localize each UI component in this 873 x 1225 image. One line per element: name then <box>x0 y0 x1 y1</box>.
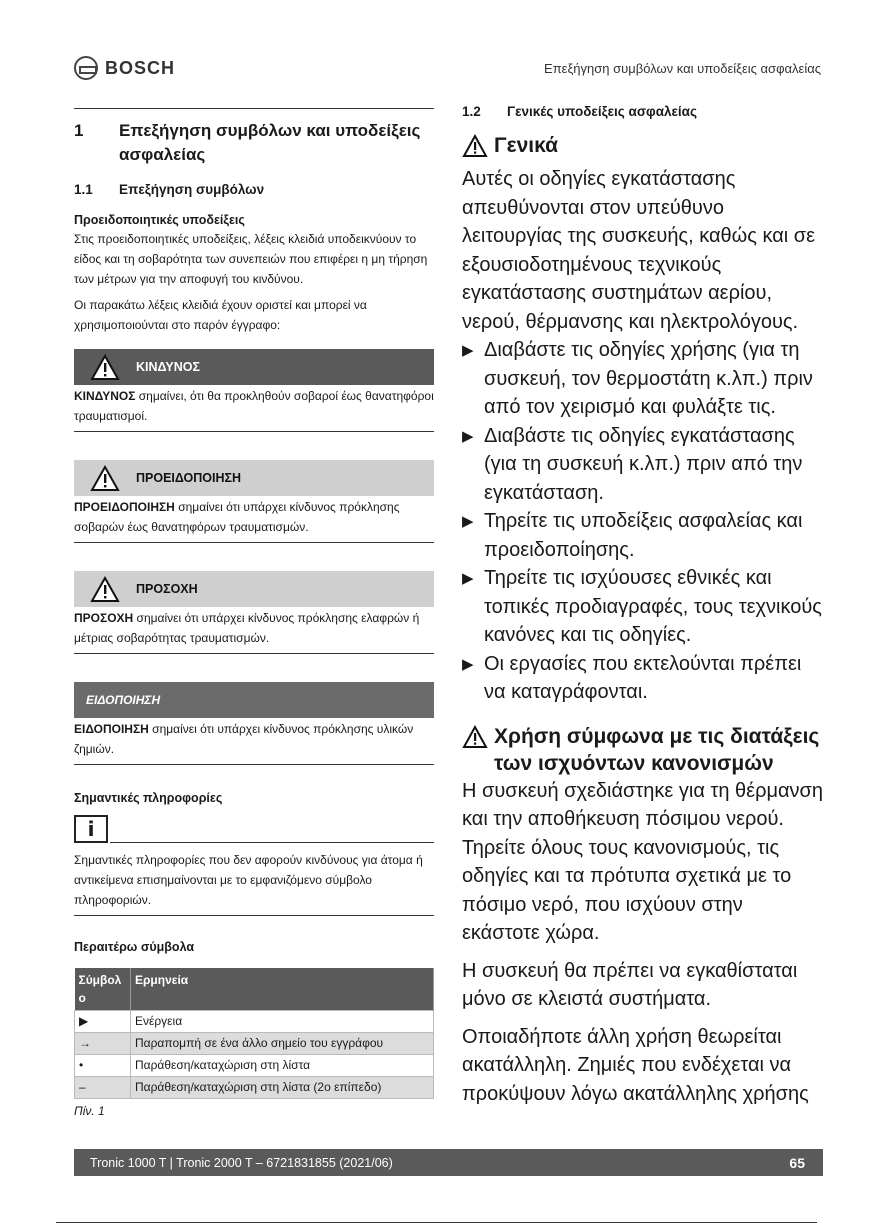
caution-label: ΠΡΟΣΟΧΗ <box>136 582 198 596</box>
action-arrow-icon: ▶ <box>462 427 474 445</box>
table-header-meaning: Ερμηνεία <box>131 968 434 1011</box>
page-number: 65 <box>789 1154 805 1171</box>
table-cell-meaning: Παράθεση/καταχώριση στη λίστα <box>131 1055 434 1077</box>
right-column <box>462 104 824 1108</box>
brand-logo <box>74 56 175 80</box>
warnings-heading: Προειδοποιητικές υποδείξεις <box>74 213 245 227</box>
bosch-armature-icon <box>74 56 98 80</box>
warning-triangle-icon <box>74 465 136 492</box>
table-row <box>75 1033 434 1055</box>
intended-use-heading: Χρήση σύμφωνα με τις διατάξεις των ισχυόντων κανονισμών <box>462 723 824 777</box>
table-cell-symbol: ▶ <box>75 1011 131 1033</box>
general-paragraph: Αυτές οι οδηγίες εγκατάστασης απευθύνονται στον υπεύθυνο λειτουργίας της συσκευής, καθώς και σε εξουσιοδοτημένους τεχνικούς εγκατάστασης συστημάτων αερίου, νερού, θέρμανσης και ηλεκτρολόγους. <box>462 168 816 333</box>
danger-text: ΚΙΝΔΥΝΟΣ σημαίνει, ότι θα προκληθούν σοβαροί έως θανατηφόροι τραυματισμοί. <box>74 385 434 432</box>
info-text: Σημαντικές πληροφορίες που δεν αφορούν κινδύνους για άτομα ή αντικείμενα επισημαίνονται με το εμφανιζόμενο σύμβολο πληροφοριών. <box>74 849 434 916</box>
table-cell-symbol: • <box>75 1055 131 1077</box>
table-cell-symbol: → <box>75 1033 131 1055</box>
list-item: ▶ Τηρείτε τις ισχύουσες εθνικές και τοπικές προδιαγραφές, τους τεχνικούς κανόνες και τις οδηγίες. <box>462 564 824 650</box>
action-arrow-icon: ▶ <box>462 655 474 673</box>
action-list <box>462 336 824 707</box>
bottom-rule <box>56 1222 817 1223</box>
intended-use-paragraph-1: Η συσκευή σχεδιάστηκε για τη θέρμανση και την αποθήκευση πόσιμου νερού. Τηρείτε όλους τους κανονισμούς, τις οδηγίες και τα πρότυπα σχετικά με το πόσιμο νερό, που ισχύουν στην εκάστοτε χώρα. <box>462 779 824 944</box>
list-item: ▶ Διαβάστε τις οδηγίες χρήσης (για τη συσκευή, τον θερμοστάτη κ.λπ.) πριν από τον χειρισμό και φυλάξτε τις. <box>462 336 824 422</box>
notice-text: ΕΙΔΟΠΟΙΗΣΗ σημαίνει ότι υπάρχει κίνδυνος πρόκλησης υλικών ζημιών. <box>74 718 434 765</box>
list-item: ▶ Διαβάστε τις οδηγίες εγκατάστασης (για τη συσκευή κ.λπ.) πριν από την εγκατάσταση. <box>462 422 824 508</box>
intro-paragraph-1: Στις προειδοποιητικές υποδείξεις, λέξεις κλειδιά υποδεικνύουν το είδος και τη σοβαρότητα των συνεπειών που επιφέρει η μη τήρηση των μέτρων για την αποφυγή του κινδύνου. <box>74 232 428 286</box>
action-arrow-icon: ▶ <box>462 570 474 587</box>
list-item: ▶ Τηρείτε τις υποδείξεις ασφαλείας και προειδοποίησης. <box>462 507 824 564</box>
running-header: Επεξήγηση συμβόλων και υποδείξεις ασφαλείας <box>544 61 821 76</box>
info-icon: i <box>74 815 108 843</box>
table-row <box>75 1011 434 1033</box>
warning-triangle-icon <box>74 354 136 381</box>
document-id: Tronic 1000 T | Tronic 2000 T – 6721831855 (2021/06) <box>90 1155 393 1170</box>
table-cell-symbol: – <box>75 1077 131 1099</box>
section-heading-1-1: 1.1 Επεξήγηση συμβόλων <box>74 182 265 197</box>
symbols-table <box>74 968 434 1099</box>
intro-paragraph-2: Οι παρακάτω λέξεις κλειδιά έχουν οριστεί και μπορεί να χρησιμοποιούνται στο παρόν έγγραφο: <box>74 298 367 332</box>
caution-bar <box>74 571 434 607</box>
caution-text: ΠΡΟΣΟΧΗ σημαίνει ότι υπάρχει κίνδυνος πρόκλησης ελαφρών ή μέτριας σοβαρότητας τραυματισμών. <box>74 607 434 654</box>
danger-bar <box>74 349 434 385</box>
table-cell-meaning: Ενέργεια <box>131 1011 434 1033</box>
table-row <box>75 1055 434 1077</box>
table-caption: Πίν. 1 <box>74 1104 105 1118</box>
table-cell-meaning: Παραπομπή σε ένα άλλο σημείο του εγγράφου <box>131 1033 434 1055</box>
page-footer <box>74 1149 823 1176</box>
table-header-symbol: Σύμβολ ο <box>75 968 131 1011</box>
more-symbols-heading: Περαιτέρω σύμβολα <box>74 940 195 954</box>
intended-use-paragraph-2: Η συσκευή θα πρέπει να εγκαθίσταται μόνο σε κλειστά συστήματα. <box>462 959 798 1010</box>
list-item: ▶ Οι εργασίες που εκτελούνται πρέπει να καταγράφονται. <box>462 650 824 707</box>
left-column <box>74 108 434 1118</box>
info-symbol-row <box>74 815 434 843</box>
warning-triangle-icon <box>74 576 136 603</box>
table-cell-meaning: Παράθεση/καταχώριση στη λίστα (2ο επίπεδο) <box>131 1077 434 1099</box>
section-heading-1-2: 1.2 Γενικές υποδείξεις ασφαλείας <box>462 104 697 119</box>
info-rule <box>110 842 434 843</box>
info-heading: Σημαντικές πληροφορίες <box>74 791 223 805</box>
warning-bar <box>74 460 434 496</box>
general-heading: Γενικά <box>462 132 824 165</box>
danger-label: ΚΙΝΔΥΝΟΣ <box>136 360 200 374</box>
action-arrow-icon: ▶ <box>462 513 474 530</box>
notice-bar: ΕΙΔΟΠΟΙΗΣΗ <box>74 682 434 718</box>
chapter-heading: 1 Επεξήγηση συμβόλων και υποδείξεις ασφαλείας <box>74 121 421 164</box>
table-row <box>75 1077 434 1099</box>
brand-name: BOSCH <box>105 57 176 78</box>
warning-triangle-icon <box>462 723 488 756</box>
intended-use-paragraph-3: Οποιαδήποτε άλλη χρήση θεωρείται ακατάλληλη. Ζημιές που ενδέχεται να προκύψουν λόγω ακατάλληλης χρήσης <box>462 1025 809 1105</box>
warning-text: ΠΡΟΕΙΔΟΠΟΙΗΣΗ σημαίνει ότι υπάρχει κίνδυνος πρόκλησης σοβαρών έως θανατηφόρων τραυματισμών. <box>74 496 434 543</box>
warning-label: ΠΡΟΕΙΔΟΠΟΙΗΣΗ <box>136 471 242 485</box>
top-rule <box>74 108 434 109</box>
action-arrow-icon: ▶ <box>462 342 474 359</box>
warning-triangle-icon <box>462 132 488 165</box>
